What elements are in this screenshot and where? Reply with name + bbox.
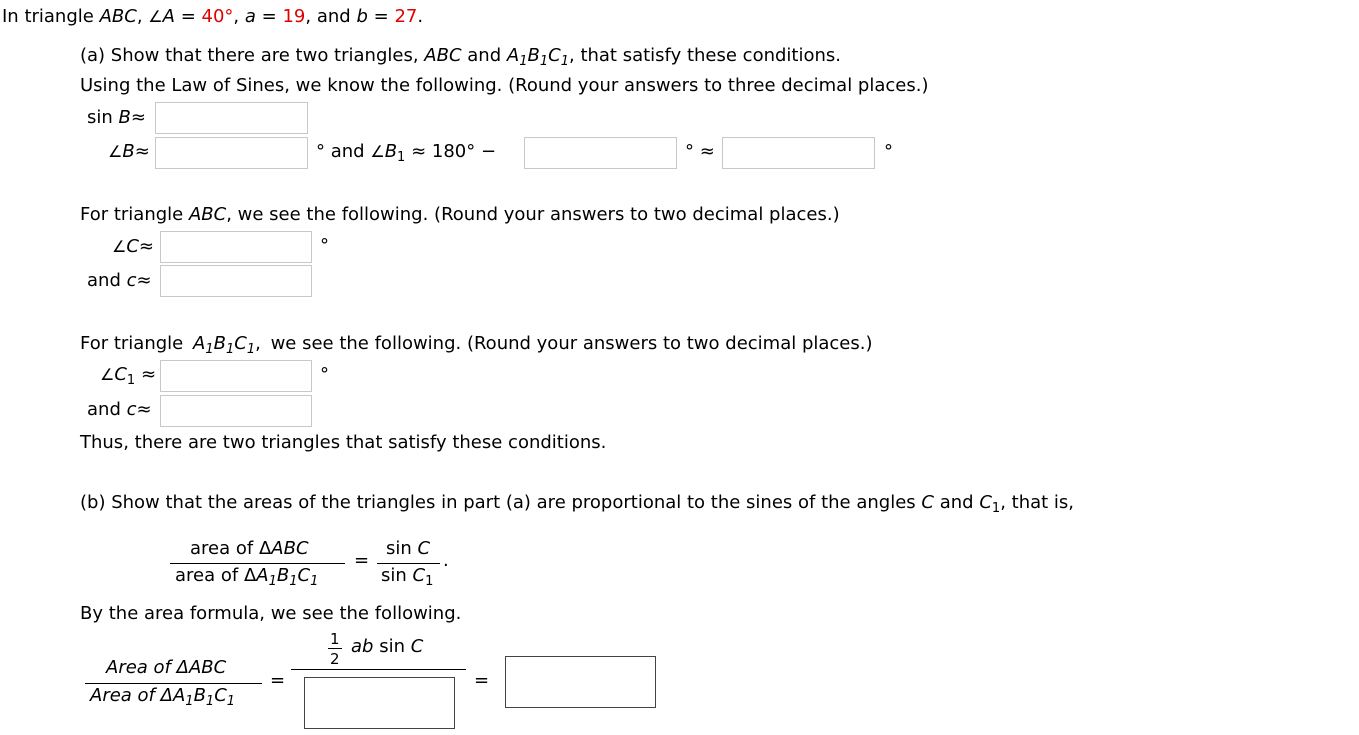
degree-mark: ° — [320, 364, 329, 385]
angle-b1-expression: ° and $\angle B_1 \approx 180^\circ$ − — [316, 141, 497, 165]
angle-b1-subtrahend-input[interactable] — [524, 137, 677, 169]
side-c-label: and c≈ — [87, 270, 152, 291]
period: . — [443, 550, 449, 571]
part-a-heading: (a) Show that there are two triangles, ABC and $A_1B_1C_1$, that satisfy these conditions. — [80, 45, 841, 69]
angle-icon: ∠ — [148, 7, 163, 26]
ab-sin-c: ab sin C — [351, 636, 424, 657]
degree-mark: ° — [884, 141, 893, 162]
side-b-value: 27 — [394, 6, 418, 27]
degree-approx: ° ≈ — [685, 141, 715, 162]
angle-icon: ∠ — [370, 142, 385, 161]
equals-sign: = — [474, 670, 490, 691]
angle-c1-input[interactable] — [160, 360, 312, 392]
fraction-bar — [291, 669, 466, 670]
equals-sign: = — [270, 670, 286, 691]
side-a-value: 19 — [282, 6, 306, 27]
fraction-bar — [377, 563, 440, 564]
area-formula-text: By the area formula, we see the following. — [80, 603, 462, 624]
area-result-input[interactable] — [505, 656, 656, 708]
side-c-input[interactable] — [160, 265, 312, 297]
sin-c1-denominator: $\sin C_1$ — [381, 565, 434, 589]
side-c1-input[interactable] — [160, 395, 312, 427]
angle-a-value: 40° — [201, 6, 234, 27]
sin-b-label: sin B≈ — [87, 107, 146, 128]
half-fraction-bar — [328, 648, 342, 649]
fraction-bar — [170, 563, 345, 564]
triangle-abc-text: For triangle ABC, we see the following. (Round your answers to two decimal places.) — [80, 204, 840, 225]
area-denominator-input[interactable] — [304, 677, 455, 729]
area-ratio-denominator: Area of $\Delta A_1B_1C_1$ — [90, 685, 236, 709]
problem-statement: In triangle ABC, ∠A = 40°, a = 19, and b = 27. — [2, 6, 424, 27]
angle-c-input[interactable] — [160, 231, 312, 263]
part-b-heading: (b) Show that the areas of the triangles in part (a) are proportional to the sines of the angles C and $C_1$, that is, — [80, 492, 1075, 516]
degree-mark: ° — [320, 235, 329, 256]
angle-c1-label: $\angle C_1$ ≈ — [100, 364, 157, 388]
angle-c-label: ∠C≈ — [112, 236, 155, 257]
angle-icon: ∠ — [108, 142, 123, 161]
equals-sign: = — [354, 550, 370, 571]
half-denominator: 2 — [330, 650, 340, 668]
law-of-sines-text: Using the Law of Sines, we know the following. (Round your answers to three decimal places.) — [80, 75, 929, 96]
angle-icon: ∠ — [112, 237, 127, 256]
sin-b-input[interactable] — [155, 102, 308, 134]
angle-b-label: ∠B≈ — [108, 141, 150, 162]
angle-b1-result-input[interactable] — [722, 137, 875, 169]
area-a1b1c1-denominator: area of $\Delta A_1B_1C_1$ — [175, 565, 319, 589]
sin-c-numerator: sin C — [386, 538, 431, 559]
fraction-bar — [85, 683, 262, 684]
conclusion-text: Thus, there are two triangles that satisfy these conditions. — [80, 432, 607, 453]
angle-b-input[interactable] — [155, 137, 308, 169]
triangle-a1b1c1-text: For triangle $A_1B_1C_1$, we see the following. (Round your answers to two decimal places.) — [80, 333, 873, 357]
angle-icon: ∠ — [100, 365, 115, 384]
half-numerator: 1 — [330, 630, 340, 648]
area-ratio-numerator: Area of ΔABC — [106, 657, 227, 678]
area-abc-numerator: area of ΔABC — [190, 538, 309, 559]
side-c1-label: and c≈ — [87, 399, 152, 420]
